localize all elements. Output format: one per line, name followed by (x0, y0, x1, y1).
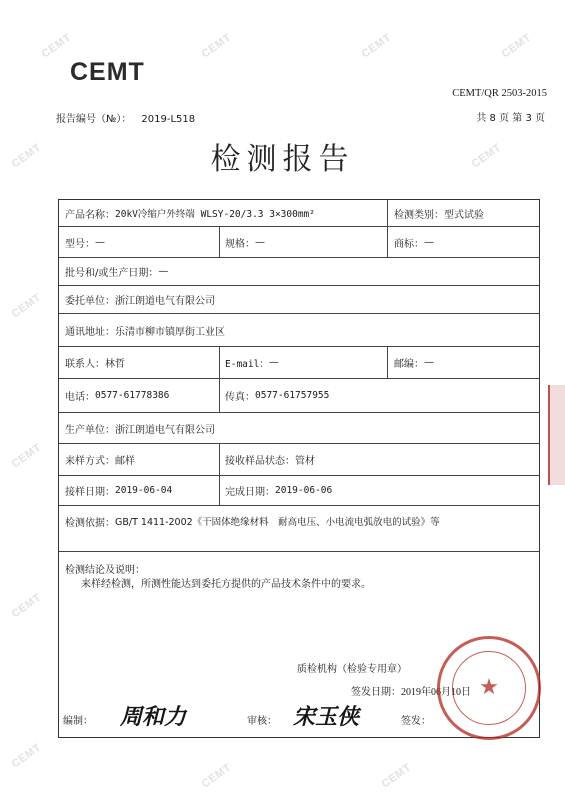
test-basis-field (65, 506, 440, 551)
test-type-label: 检测类别： (394, 209, 444, 221)
watermark: CEMT (199, 31, 234, 61)
contact-field (65, 347, 125, 378)
column-divider (387, 227, 388, 257)
column-divider (387, 347, 388, 378)
watermark: CEMT (9, 741, 44, 771)
table-row (59, 258, 539, 286)
column-divider (219, 227, 220, 257)
batch-value: — (158, 266, 169, 277)
batch-label: 批号和/或生产日期： (65, 268, 159, 279)
test-type-value: 型式试验 (444, 209, 484, 221)
product-label: 产品名称： (65, 209, 115, 221)
report-number-value: 2019-L518 (141, 114, 196, 125)
watermark: CEMT (9, 591, 44, 621)
spec-label: 规格： (225, 238, 255, 250)
table-row (59, 506, 539, 552)
table-row (59, 286, 539, 314)
issue-date-label: 签发日期： (351, 687, 401, 698)
column-divider (219, 476, 220, 505)
table-row (59, 476, 539, 506)
batch-field (65, 258, 168, 285)
star-icon: ★ (479, 675, 499, 700)
column-divider (219, 444, 220, 475)
contact-label: 联系人： (65, 359, 105, 370)
client-value: 浙江朗道电气有限公司 (115, 296, 215, 307)
complete-date-label: 完成日期： (225, 487, 275, 498)
watermark: CEMT (9, 441, 44, 471)
zip-value: — (424, 357, 434, 368)
complete-date-value: 2019-06-06 (275, 485, 333, 496)
watermark: CEMT (9, 141, 44, 171)
sampling-method-label: 来样方式： (65, 456, 115, 467)
receive-date-field (65, 476, 172, 505)
table-row (59, 200, 539, 227)
reviewer-signature: 宋玉侠 (293, 704, 360, 730)
test-basis-value: GB/T 1411-2002《干固体绝缘材料 耐高电压、小电流电弧放电的试验》等 (115, 517, 440, 528)
manufacturer-field (65, 413, 215, 443)
contact-value: 林哲 (105, 359, 125, 370)
official-stamp (437, 636, 541, 740)
column-divider (219, 379, 220, 412)
form-code: CEMT/QR 2503-2015 (452, 88, 547, 99)
address-label: 通讯地址： (65, 326, 115, 338)
watermark: CEMT (39, 31, 74, 61)
spec-value: — (255, 236, 265, 248)
receive-date-value: 2019-06-04 (115, 485, 173, 496)
report-number (56, 110, 195, 125)
model-label: 型号： (65, 238, 95, 250)
brand-label: 商标： (394, 238, 424, 250)
table-row (59, 379, 539, 413)
fax-value: 0577-61757955 (255, 390, 330, 401)
issue-date-value: 2019年06月10日 (401, 687, 471, 698)
test-basis-label: 检测依据： (65, 518, 115, 529)
email-field (225, 347, 279, 378)
address-field (65, 314, 225, 346)
product-value: 20kV冷缩户外终端 WLSY-20/3.3 3×300mm² (115, 209, 315, 220)
model-value: — (95, 236, 105, 248)
seam-stamp (548, 385, 565, 485)
table-row (59, 347, 539, 379)
fax-field (225, 379, 329, 412)
page-counter: 共 8 页 第 3 页 (476, 113, 545, 124)
phone-value: 0577-61778386 (95, 390, 170, 401)
table-row (59, 413, 539, 444)
conclusion-text: 来样经检测，所测性能达到委托方提供的产品技术条件中的要求。 (81, 579, 371, 590)
watermark: CEMT (9, 291, 44, 321)
sample-state-field (225, 444, 315, 475)
complete-date-field (225, 476, 332, 505)
compiler-signature: 周和力 (120, 704, 187, 730)
client-field (65, 286, 215, 313)
product-field (65, 200, 315, 226)
watermark: CEMT (199, 761, 234, 791)
page-title: 检测报告 (210, 142, 355, 177)
report-number-label: 报告编号（№）： (56, 114, 132, 125)
table-row (59, 227, 539, 258)
brand-value: — (424, 236, 434, 248)
model-field (65, 227, 105, 257)
manufacturer-label: 生产单位： (65, 424, 115, 436)
receive-date-label: 接样日期： (65, 487, 115, 498)
zip-label: 邮编： (394, 359, 424, 370)
client-label: 委托单位： (65, 296, 115, 307)
reviewer-label: 审核： (247, 716, 277, 727)
table-row (59, 314, 539, 347)
sampling-method-field (65, 444, 135, 475)
sampling-method-value: 邮样 (115, 456, 135, 467)
compiler-label: 编制： (63, 716, 93, 727)
phone-field (65, 379, 169, 412)
email-label: E-mail： (225, 358, 269, 370)
sample-state-label: 接收样品状态： (225, 456, 295, 467)
conclusion-label: 检测结论及说明： (65, 565, 145, 576)
watermark: CEMT (359, 31, 394, 61)
zip-field (394, 347, 434, 378)
email-value: — (268, 357, 279, 368)
phone-label: 电话： (65, 392, 95, 403)
spec-field (225, 227, 265, 257)
agency-line: 质检机构（检验专用章） (297, 664, 407, 675)
column-divider (387, 200, 388, 226)
fax-label: 传真： (225, 392, 255, 403)
cemt-logo: CEMT (70, 58, 145, 86)
brand-field (394, 227, 434, 257)
column-divider (219, 347, 220, 378)
table-row (59, 444, 539, 476)
address-value: 乐清市柳市镇厚街工业区 (115, 326, 225, 338)
sample-state-value: 管材 (295, 456, 315, 467)
watermark: CEMT (499, 31, 534, 61)
test-type-field (394, 200, 484, 226)
watermark: CEMT (379, 761, 414, 791)
manufacturer-value: 浙江朗道电气有限公司 (115, 424, 215, 436)
watermark: CEMT (469, 141, 504, 171)
approver-label: 签发： (401, 716, 431, 727)
